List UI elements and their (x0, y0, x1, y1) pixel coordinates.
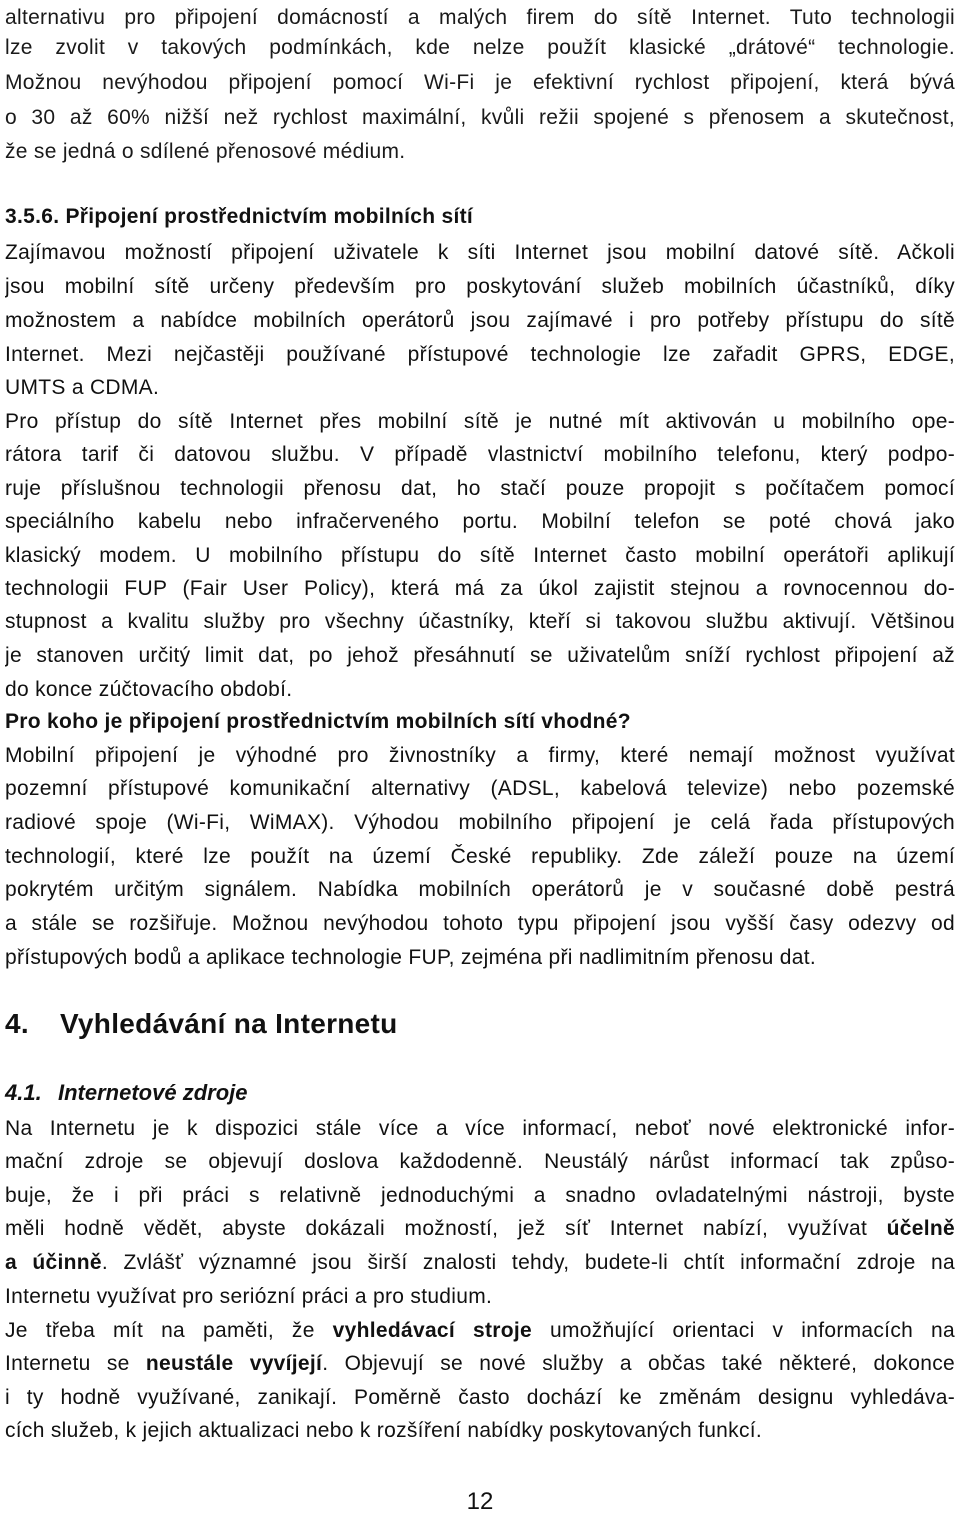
text-line (5, 1213, 955, 1245)
text-line: alternativu pro připojení domácností a malých firem do sítě Internet. Tuto technologii (5, 6, 955, 29)
chapter-number: 4. (5, 1008, 29, 1039)
text-line (5, 1348, 955, 1380)
text-line: technologií, které lze použít na území České republiky. Zde záleží pouze na území (5, 845, 955, 868)
subsection-heading (5, 1077, 247, 1109)
text-line: Zajímavou možností připojení uživatele k síti Internet jsou mobilní datové sítě. Ačkoli (5, 241, 955, 264)
emphasis-text: vyhledávací stroje (332, 1319, 532, 1342)
text-line: Internetu využívat pro seriózní práci a pro studium. (5, 1285, 493, 1308)
text-line: cích služeb, k jejich aktualizaci nebo k rozšíření nabídky poskytovaných funkcí. (5, 1419, 763, 1442)
text-line: ruje příslušnou technologii přenosu dat, ho stačí pouze propojit s počítačem pomocí (5, 477, 955, 500)
text-segment: . Zvlášť významné jsou širší znalosti tehdy, budete-li chtít informační zdroje na (101, 1251, 955, 1274)
text-line: přístupových bodů a aplikace technologie FUP, zejména při nadlimitním přenosu dat. (5, 946, 816, 969)
text-line: a stále se rozšiřuje. Možnou nevýhodou tohoto typu připojení jsou vyšší časy odezvy od (5, 912, 955, 935)
text-line: technologii FUP (Fair User Policy), která má za úkol zajistit stejnou a rovnocennou do- (5, 577, 955, 600)
chapter-title: Vyhledávání na Internetu (60, 1008, 398, 1039)
text-line: Internet. Mezi nejčastěji používané přístupové technologie lze zařadit GPRS, EDGE, (5, 343, 955, 366)
chapter-heading (5, 1004, 398, 1044)
section-heading: 3.5.6. Připojení prostřednictvím mobilních sítí (5, 205, 474, 228)
text-segment: umožňující orientaci v informacích na (532, 1319, 955, 1342)
text-line: Mobilní připojení je výhodné pro živnostníky a firmy, které nemají možnost využívat (5, 744, 955, 767)
text-line: radiové spoje (Wi-Fi, WiMAX). Výhodou mobilního připojení je celá řada přístupových (5, 811, 955, 834)
text-line: do konce zúčtovacího období. (5, 678, 293, 701)
text-line: Možnou nevýhodou připojení pomocí Wi-Fi je efektivní rychlost připojení, která bývá (5, 71, 955, 94)
text-line: jsou mobilní sítě určeny především pro poskytování služeb mobilních účastníků, díky (5, 275, 955, 298)
text-line: lze zvolit v takových podmínkách, kde nelze použít klasické „drátové“ technologie. (5, 36, 955, 59)
text-line: Pro přístup do sítě Internet přes mobilní sítě je nutné mít aktivován u mobilního ope- (5, 410, 955, 433)
text-line: rátora tarif či datovou službu. V případě vlastnictví mobilního telefonu, který podpo- (5, 443, 955, 466)
text-line: UMTS a CDMA. (5, 376, 160, 399)
text-line: stupnost a kvalitu služby pro všechny účastníky, kteří si takovou službu aktivují. Většinou (5, 610, 955, 633)
text-segment: . Objevují se nové služby a občas také některé, dokonce (322, 1352, 955, 1375)
text-line: možnostem a nabídce mobilních operátorů jsou zajímavé i pro potřeby přístupu do sítě (5, 309, 955, 332)
subsection-title: Internetové zdroje (58, 1080, 248, 1105)
text-line: Na Internetu je k dispozici stále více a více informací, neboť nové elektronické infor- (5, 1117, 955, 1140)
emphasis-text: neustále vyvíjejí (145, 1352, 323, 1375)
text-line: o 30 až 60% nižší než rychlost maximální, kvůli režii spojené s přenosem a skutečnost, (5, 106, 955, 129)
emphasis-text: a účinně (5, 1251, 102, 1274)
text-line: klasický modem. U mobilního přístupu do sítě Internet často mobilní operátoři aplikují (5, 544, 955, 567)
text-line: že se jedná o sdílené přenosové médium. (5, 140, 406, 163)
text-segment: měli hodně vědět, abyste dokázali možností, jež síť Internet nabízí, využívat (5, 1217, 887, 1240)
text-line: speciálního kabelu nebo infračerveného portu. Mobilní telefon se poté chová jako (5, 510, 955, 533)
text-line: i ty hodně využívané, zanikají. Poměrně často dochází ke změnám designu vyhledáva- (5, 1386, 955, 1409)
text-line: mační zdroje se objevují doslova každodenně. Neustálý nárůst informací tak způso- (5, 1150, 955, 1173)
text-line (5, 1247, 955, 1279)
text-segment: Internetu se (5, 1352, 146, 1375)
page-number: 12 (466, 1488, 494, 1515)
text-line: je stanoven určitý limit dat, po jehož přesáhnutí se uživatelům sníží rychlost připojení až (5, 644, 955, 667)
text-line (5, 1315, 955, 1347)
emphasis-text: účelně (886, 1217, 955, 1240)
text-line: pozemní přístupové komunikační alternativy (ADSL, kabelová televize) nebo pozemské (5, 777, 955, 800)
subsection-number: 4.1. (5, 1080, 42, 1105)
text-segment: Je třeba mít na paměti, že (5, 1319, 333, 1342)
text-line: pokrytém určitým signálem. Nabídka mobilních operátorů je v současné době pestrá (5, 878, 955, 901)
question-heading: Pro koho je připojení prostřednictvím mobilních sítí vhodné? (5, 710, 631, 733)
text-line: buje, že i při práci s relativně jednoduchými a snadno ovladatelnými nástroji, byste (5, 1184, 955, 1207)
